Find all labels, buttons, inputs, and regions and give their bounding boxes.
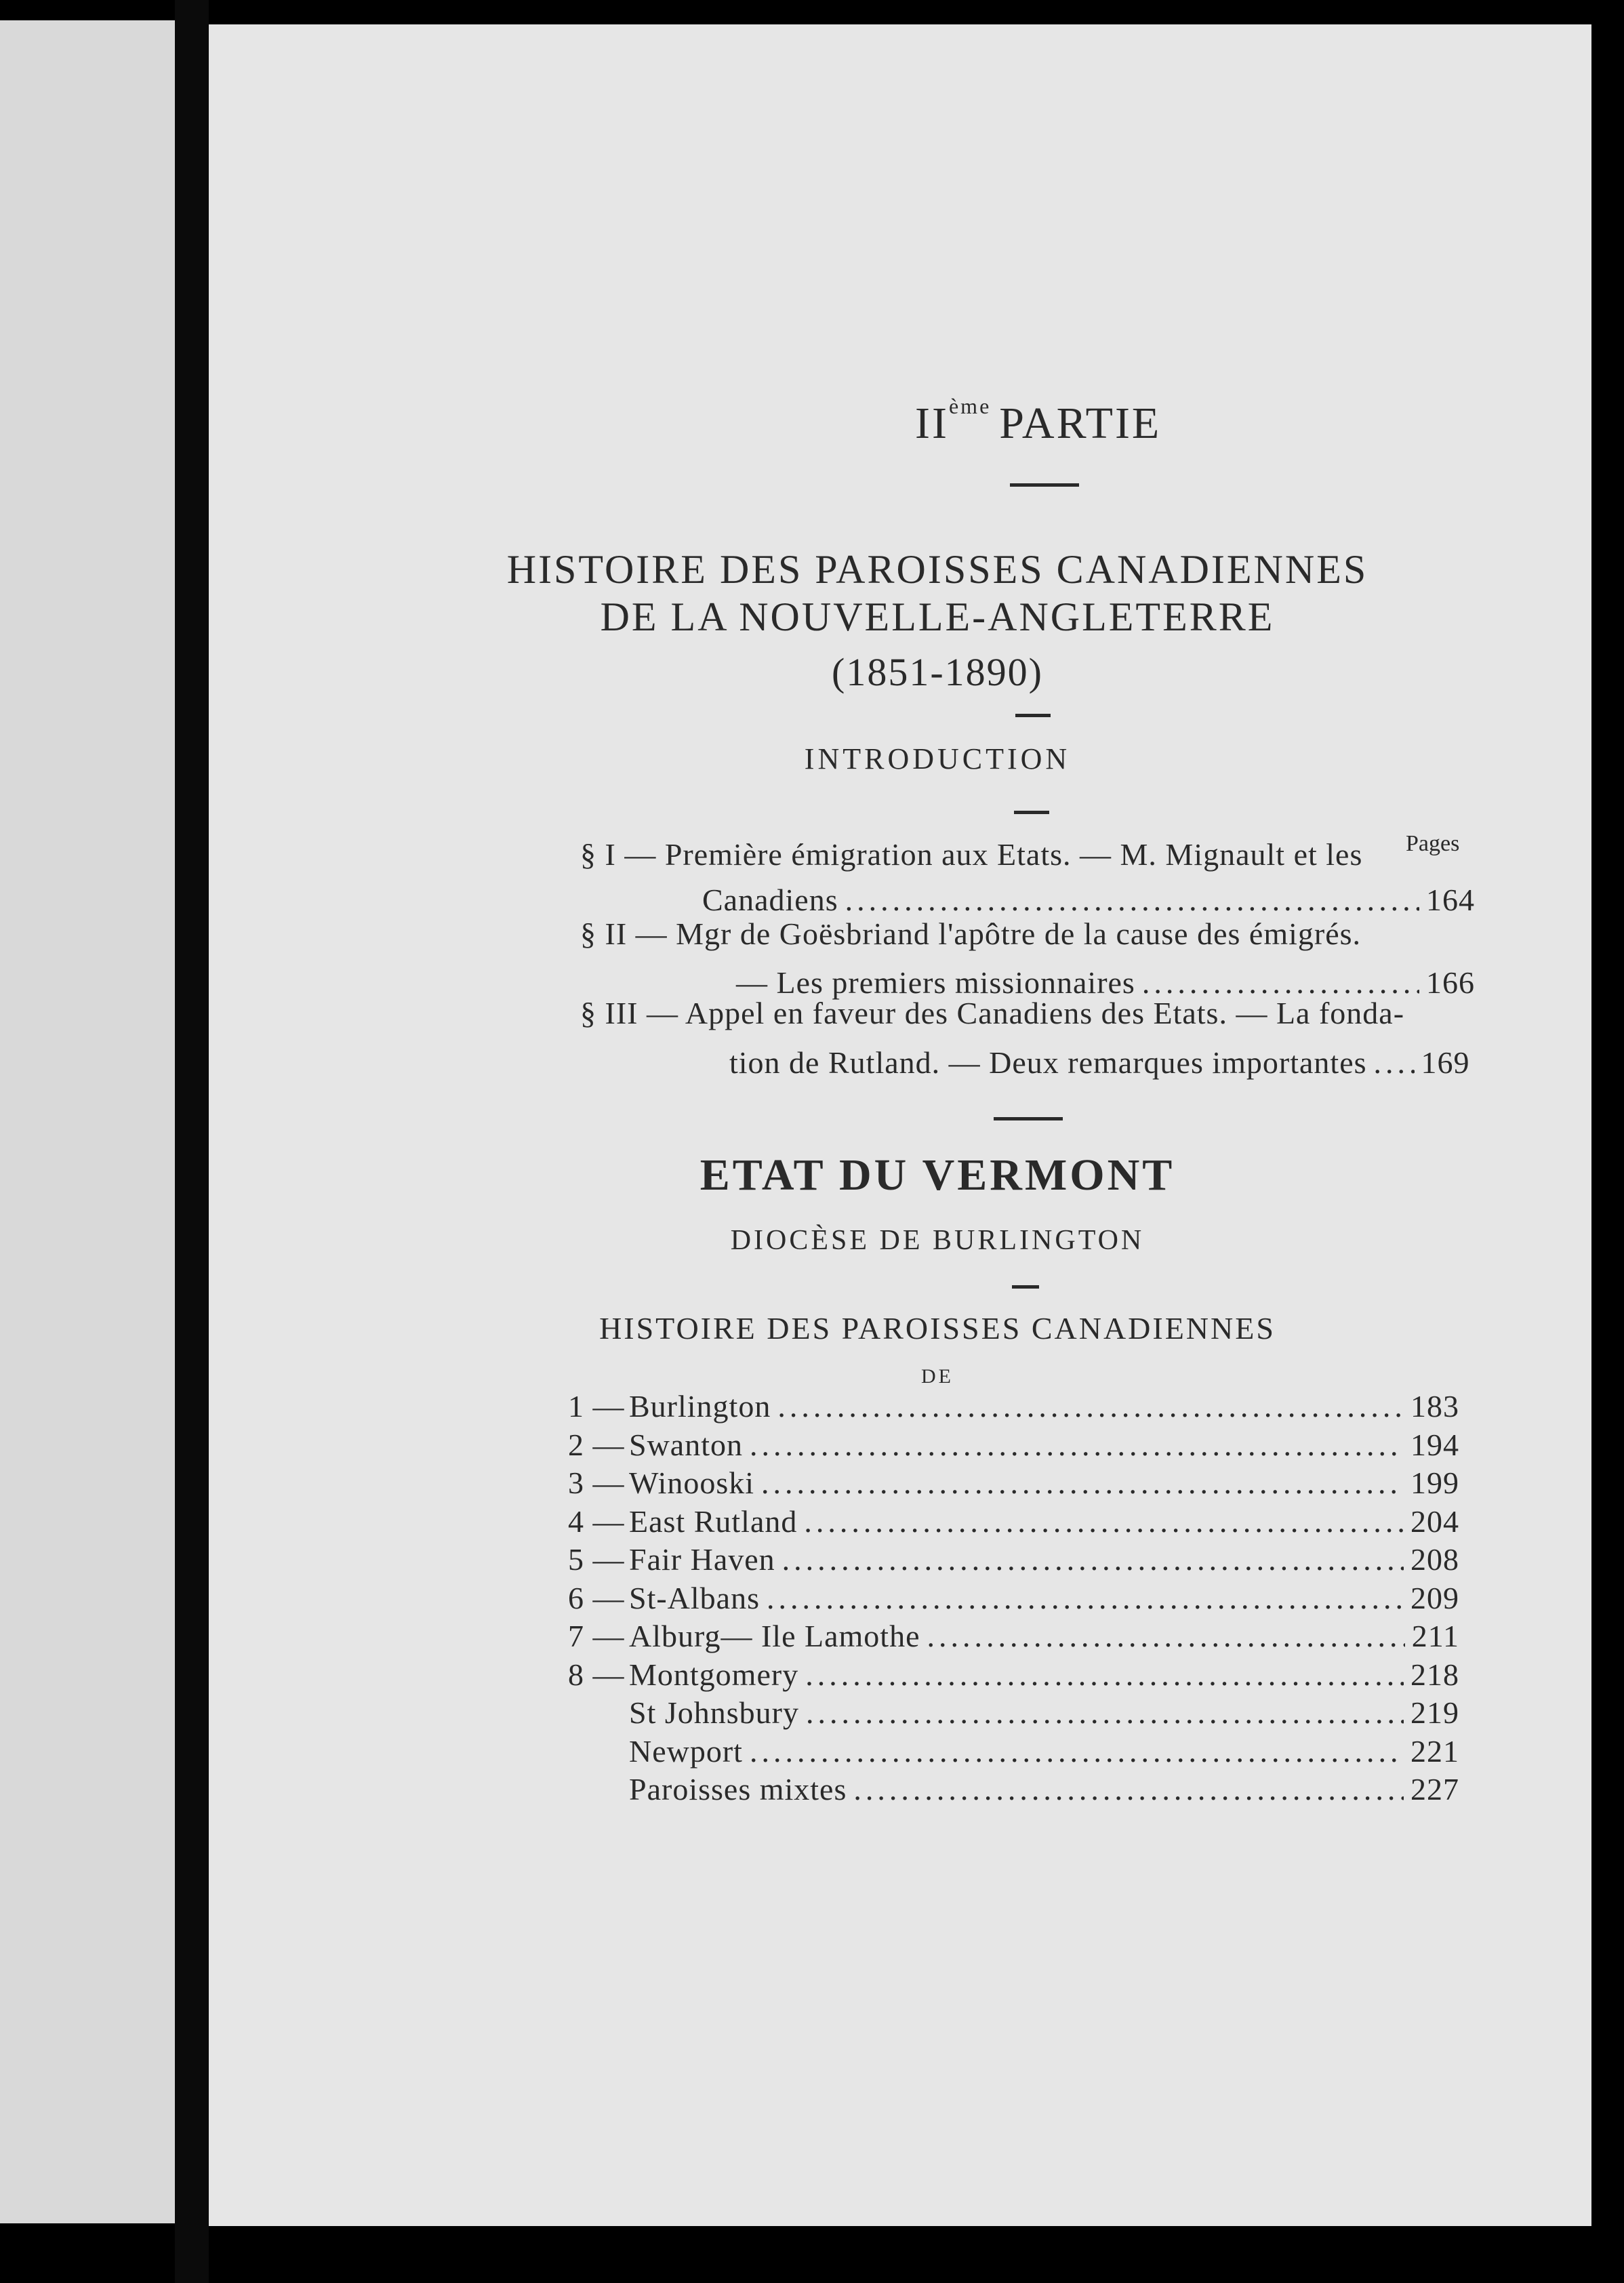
parish-entry bbox=[568, 1465, 1459, 1501]
parish-page-number: 219 bbox=[1410, 1695, 1459, 1730]
parish-name: Fair Haven bbox=[629, 1542, 775, 1577]
parish-entry-label bbox=[568, 1427, 743, 1463]
toc-page-number: 166 bbox=[1426, 965, 1475, 1000]
parish-number: 5 — bbox=[568, 1542, 625, 1577]
toc-section-2-line-1: § II — Mgr de Goësbriand l'apôtre de la cause des émigrés. bbox=[580, 916, 1362, 951]
parish-entry bbox=[568, 1388, 1459, 1424]
part-roman-numeral: II bbox=[915, 399, 949, 448]
dot-leader bbox=[777, 1388, 1404, 1424]
parish-entry-label bbox=[568, 1580, 760, 1616]
dot-leader bbox=[805, 1657, 1404, 1693]
parish-entry-label bbox=[568, 1657, 798, 1693]
parish-list-heading: HISTOIRE DES PAROISSES CANADIENNES bbox=[599, 1311, 1276, 1346]
dot-leader bbox=[845, 882, 1419, 918]
parish-number: 4 — bbox=[568, 1503, 625, 1539]
parish-entry bbox=[568, 1695, 1459, 1731]
parish-page-number: 221 bbox=[1410, 1733, 1459, 1769]
parish-page-number: 209 bbox=[1410, 1580, 1459, 1615]
main-title-line-2: DE LA NOUVELLE-ANGLETERRE bbox=[600, 594, 1275, 639]
divider-rule bbox=[1015, 714, 1051, 717]
parish-entry-label bbox=[568, 1733, 743, 1769]
dot-leader bbox=[853, 1771, 1404, 1807]
parish-page-number: 194 bbox=[1410, 1427, 1459, 1462]
date-range: (1851-1890) bbox=[832, 650, 1043, 694]
parish-page-number: 204 bbox=[1410, 1503, 1459, 1539]
parish-name: St-Albans bbox=[629, 1580, 760, 1615]
parish-name: Winooski bbox=[629, 1466, 755, 1500]
dot-leader bbox=[804, 1503, 1404, 1539]
dot-leader bbox=[767, 1580, 1404, 1616]
parish-entry bbox=[568, 1580, 1459, 1616]
toc-section-1-line-1: § I — Première émigration aux Etats. — M. Mignault et les bbox=[580, 837, 1363, 872]
toc-page-number: 164 bbox=[1426, 883, 1475, 917]
dot-leader bbox=[782, 1541, 1404, 1577]
part-ordinal-suffix: ème bbox=[948, 394, 992, 418]
toc-section-3-line-1: § III — Appel en faveur des Canadiens des Etats. — La fonda- bbox=[580, 996, 1405, 1030]
divider-rule bbox=[1010, 483, 1079, 487]
dot-leader bbox=[750, 1733, 1404, 1769]
parish-entry bbox=[568, 1618, 1459, 1654]
parish-name: St Johnsbury bbox=[629, 1695, 799, 1730]
pages-column-label: Pages bbox=[1406, 831, 1460, 856]
dot-leader bbox=[806, 1695, 1404, 1731]
parish-name: Alburg— Ile Lamothe bbox=[629, 1619, 920, 1653]
introduction-heading: INTRODUCTION bbox=[804, 742, 1071, 775]
book-gutter bbox=[175, 0, 209, 2283]
parish-name: Burlington bbox=[629, 1389, 771, 1423]
toc-entry-label: — Les premiers missionnaires bbox=[736, 965, 1135, 1000]
part-word: PARTIE bbox=[999, 399, 1162, 448]
parish-entry-label bbox=[568, 1695, 799, 1731]
parish-entry-label bbox=[568, 1388, 771, 1424]
parish-name: Newport bbox=[629, 1733, 743, 1769]
parish-list-de: DE bbox=[921, 1365, 954, 1388]
dot-leader bbox=[750, 1427, 1404, 1463]
parish-entry bbox=[568, 1503, 1459, 1539]
toc-page-number: 169 bbox=[1421, 1045, 1470, 1080]
toc-section-1-entry bbox=[702, 882, 1475, 918]
diocese-heading: DIOCÈSE DE BURLINGTON bbox=[730, 1225, 1145, 1256]
divider-rule bbox=[1014, 811, 1049, 814]
parish-number: 3 — bbox=[568, 1466, 625, 1500]
parish-number: 8 — bbox=[568, 1657, 625, 1692]
parish-entry-label bbox=[568, 1541, 775, 1577]
parish-page-number: 208 bbox=[1410, 1542, 1459, 1577]
parish-number: 6 — bbox=[568, 1580, 625, 1615]
parish-entry-label bbox=[568, 1503, 797, 1539]
parish-number: 7 — bbox=[568, 1619, 625, 1653]
dot-leader bbox=[927, 1618, 1405, 1654]
main-title-line-1: HISTOIRE DES PAROISSES CANADIENNES bbox=[506, 547, 1368, 592]
parish-number: 2 — bbox=[568, 1427, 625, 1462]
parish-entry bbox=[568, 1657, 1459, 1693]
parish-page-number: 227 bbox=[1410, 1772, 1459, 1806]
parish-number: 1 — bbox=[568, 1389, 625, 1423]
toc-entry-label: tion de Rutland. — Deux remarques importantes bbox=[729, 1045, 1367, 1080]
parish-page-number: 218 bbox=[1410, 1657, 1459, 1692]
toc-section-3-entry bbox=[729, 1045, 1475, 1080]
parish-page-number: 183 bbox=[1410, 1389, 1459, 1423]
part-heading bbox=[915, 394, 1161, 449]
parish-entry bbox=[568, 1427, 1459, 1463]
parish-entry bbox=[568, 1771, 1459, 1807]
parish-page-number: 211 bbox=[1411, 1619, 1459, 1653]
parish-page-number: 199 bbox=[1410, 1466, 1459, 1500]
parish-entry-label bbox=[568, 1618, 920, 1654]
parish-name: East Rutland bbox=[629, 1503, 798, 1539]
facing-page-edge bbox=[0, 20, 175, 2223]
state-heading: ETAT DU VERMONT bbox=[699, 1150, 1175, 1200]
parish-entry-label bbox=[568, 1771, 847, 1807]
parish-name: Paroisses mixtes bbox=[629, 1772, 847, 1806]
dot-leader bbox=[1374, 1045, 1415, 1080]
parish-name: Swanton bbox=[629, 1427, 743, 1462]
parish-entry bbox=[568, 1733, 1459, 1769]
dot-leader bbox=[761, 1465, 1404, 1501]
parish-entry bbox=[568, 1541, 1459, 1577]
book-page bbox=[209, 24, 1591, 2226]
divider-rule bbox=[1012, 1285, 1039, 1289]
toc-entry-label: Canadiens bbox=[702, 883, 838, 917]
parish-name: Montgomery bbox=[629, 1657, 799, 1692]
parish-entry-label bbox=[568, 1465, 754, 1501]
divider-rule bbox=[994, 1117, 1063, 1120]
